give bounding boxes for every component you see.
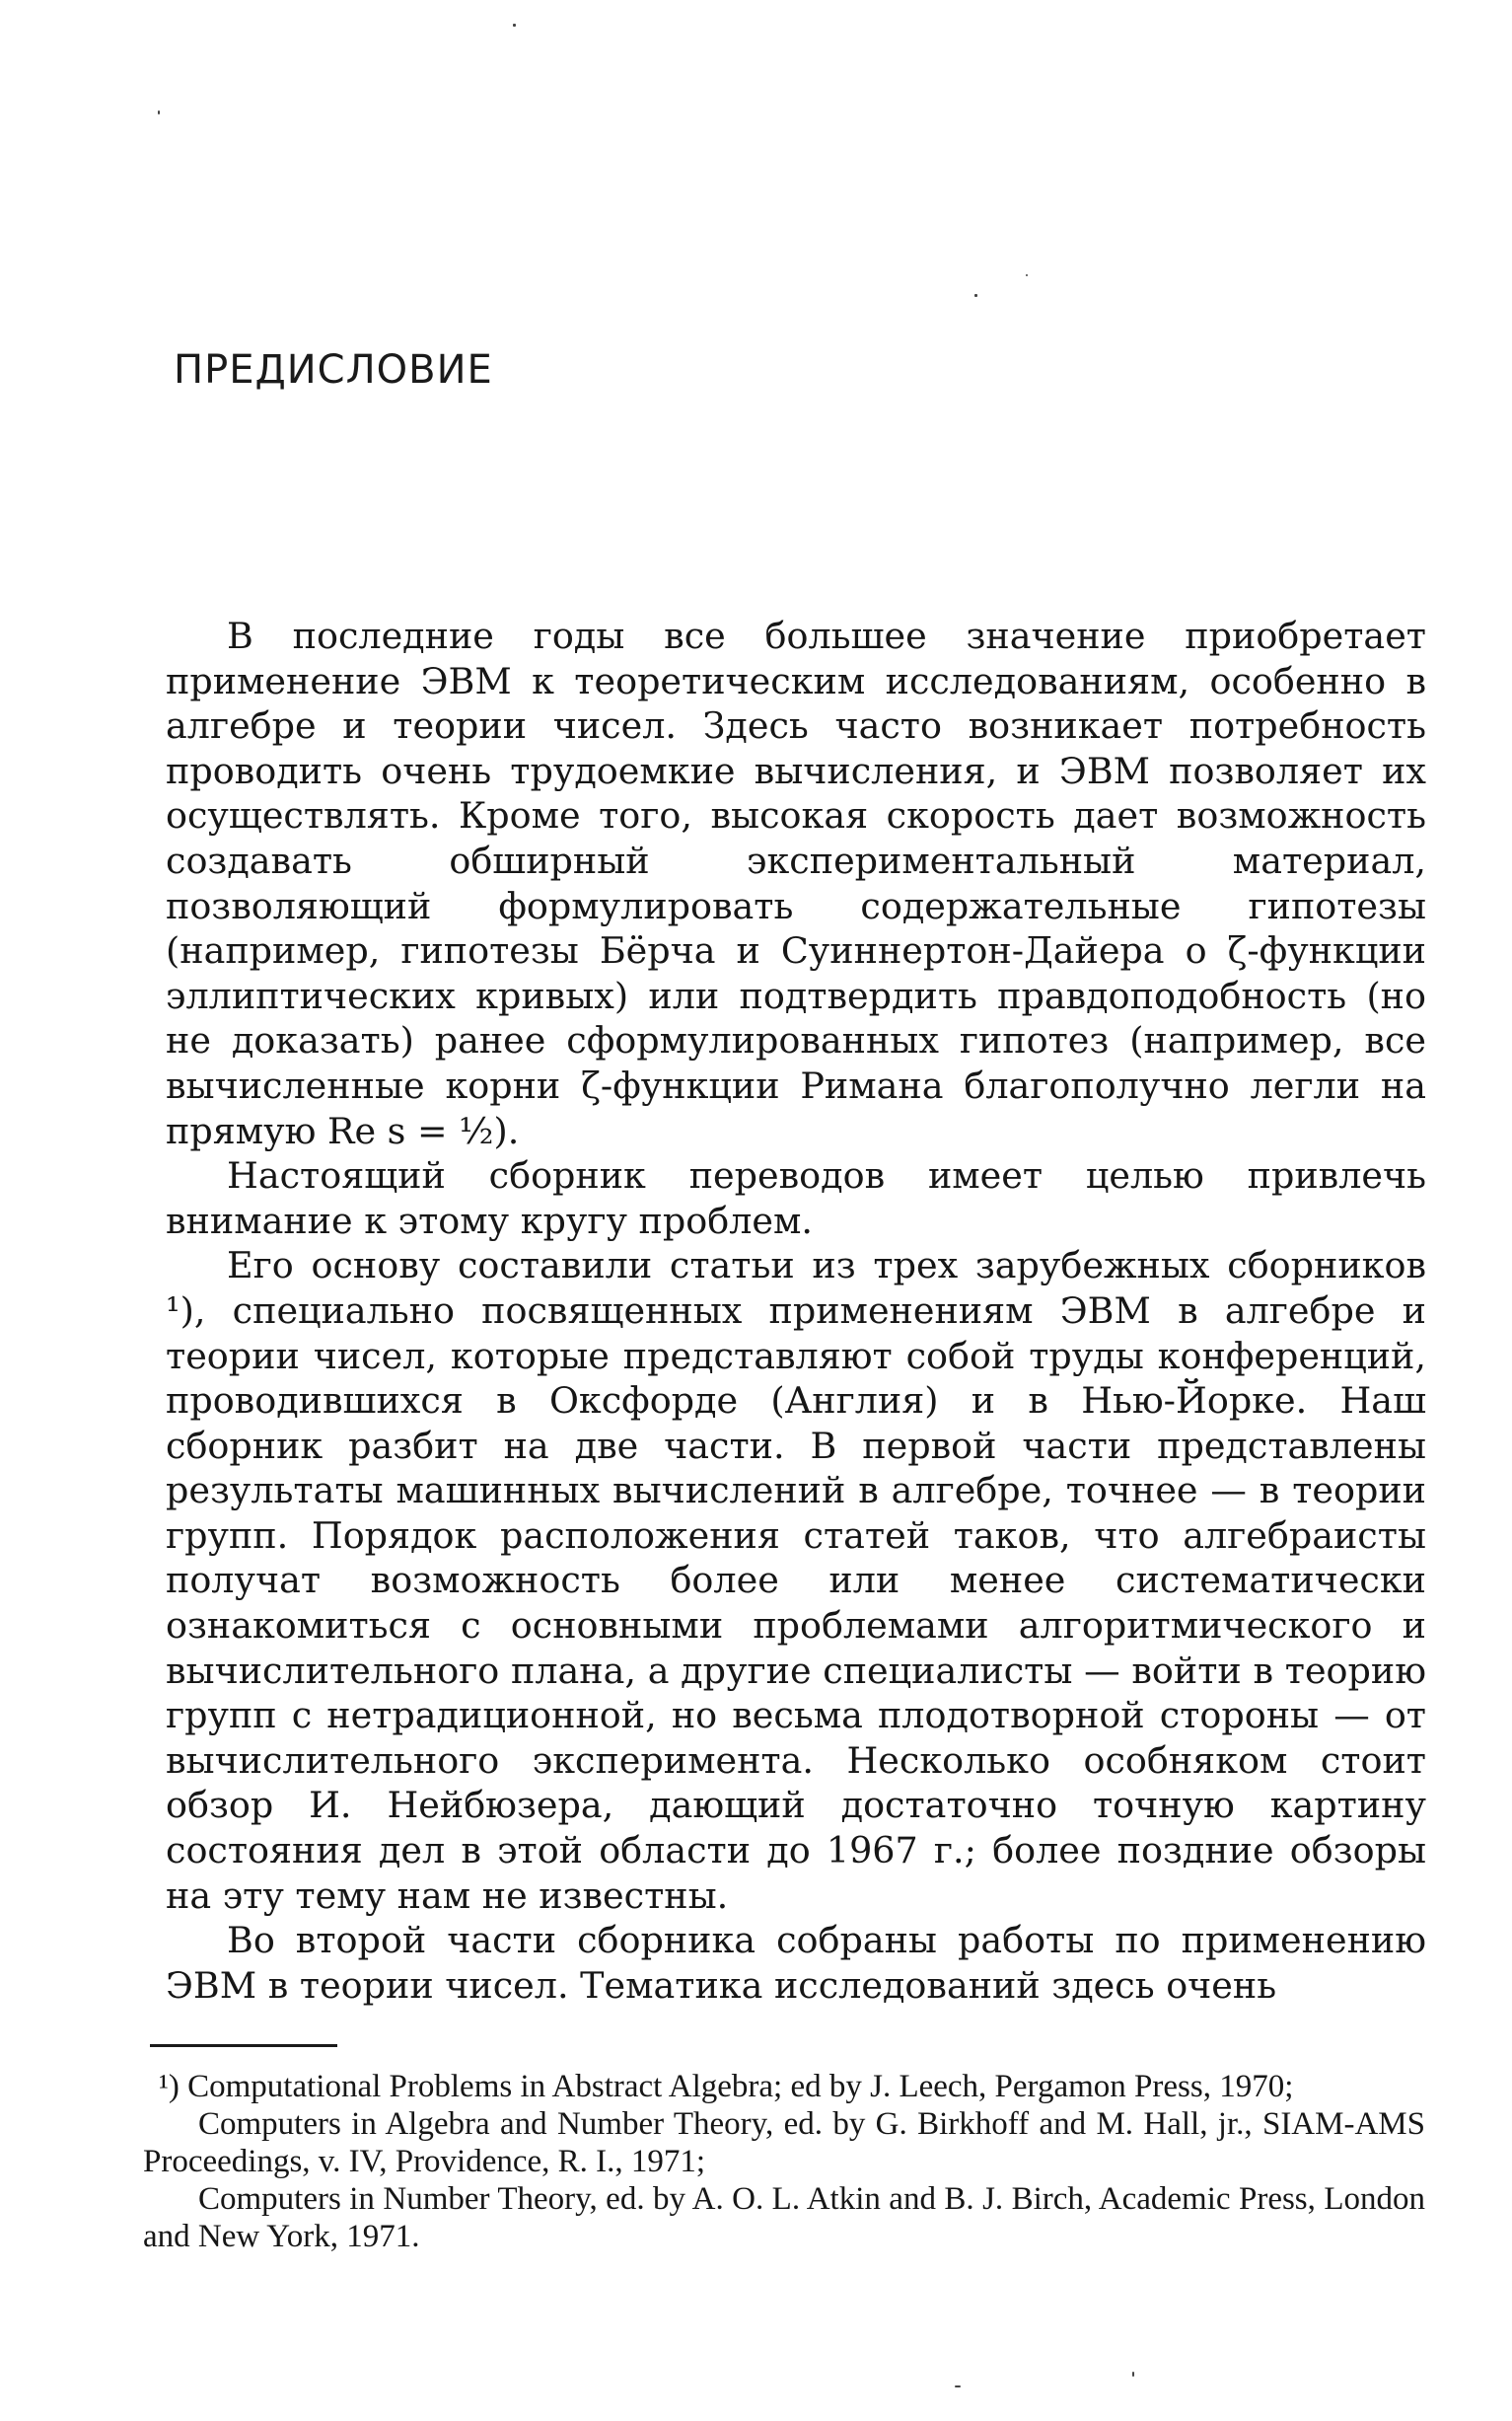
print-speck (955, 2385, 961, 2387)
print-speck (974, 294, 977, 297)
paragraph: В последние годы все большее значение приобретает применение ЭВМ к теоретическим исследованиям, особенно в алгебре и теории чисел. Здесь часто возникает потребность проводить очень трудоемкие вычисления, и ЭВМ позволяет их осуществлять. Кроме того, высокая скорость дает возможность создавать обширный экспериментальный материал, позволяющий формулировать содержательные гипотезы (например, гипотезы Бёрча и Суиннертон-Дайера о ζ-функции эллиптических кривых) или подтвердить правдоподобность (но не доказать) ранее сформулированных гипотез (например, все вычисленные корни ζ-функции Римана благополучно легли на прямую Re s = ½). (166, 615, 1426, 1152)
footnote-divider (150, 2044, 337, 2047)
footnotes (143, 2068, 1425, 2255)
footnote: Computers in Algebra and Number Theory, ed. by G. Birkhoff and M. Hall, jr., SIAM-AMS Proceedings, v. IV, Providence, R. I., 1971; (143, 2106, 1425, 2179)
print-speck (158, 110, 160, 114)
paragraph: Настоящий сборник переводов имеет целью привлечь внимание к этому кругу проблем. (166, 1154, 1426, 1242)
main-text (166, 614, 1426, 2008)
paragraph: Во второй части сборника собраны работы по применению ЭВМ в теории чисел. Тематика исследований здесь очень (166, 1919, 1426, 2007)
page-title: ПРЕДИСЛОВИЕ (174, 347, 493, 393)
paragraph: Его основу составили статьи из трех зарубежных сборников ¹), специально посвященных применениям ЭВМ в алгебре и теории чисел, которые представляют собой труды конференций, проводившихся в Оксфорде (Англия) и в Нью-Йорке. Наш сборник разбит на две части. В первой части представлены результаты машинных вычислений в алгебре, точнее — в теории групп. Порядок расположения статей таков, что алгебраисты получат возможность более или менее систематически ознакомиться с основными проблемами алгоритмического и вычислительного плана, а другие специалисты — войти в теорию групп с нетрадиционной, но весьма плодотворной стороны — от вычислительного эксперимента. Несколько особняком стоит обзор И. Нейбюзера, дающий достаточно точную картину состояния дел в этой области до 1967 г.; более поздние обзоры на эту тему нам не известны. (166, 1244, 1426, 1917)
print-speck (1026, 274, 1028, 276)
print-speck (1132, 2372, 1134, 2377)
print-speck (513, 24, 516, 27)
footnote: ¹) Computational Problems in Abstract Algebra; ed by J. Leech, Pergamon Press, 1970; (159, 2069, 1294, 2104)
footnote: Computers in Number Theory, ed. by A. O. L. Atkin and B. J. Birch, Academic Press, London and New York, 1971. (143, 2181, 1425, 2254)
